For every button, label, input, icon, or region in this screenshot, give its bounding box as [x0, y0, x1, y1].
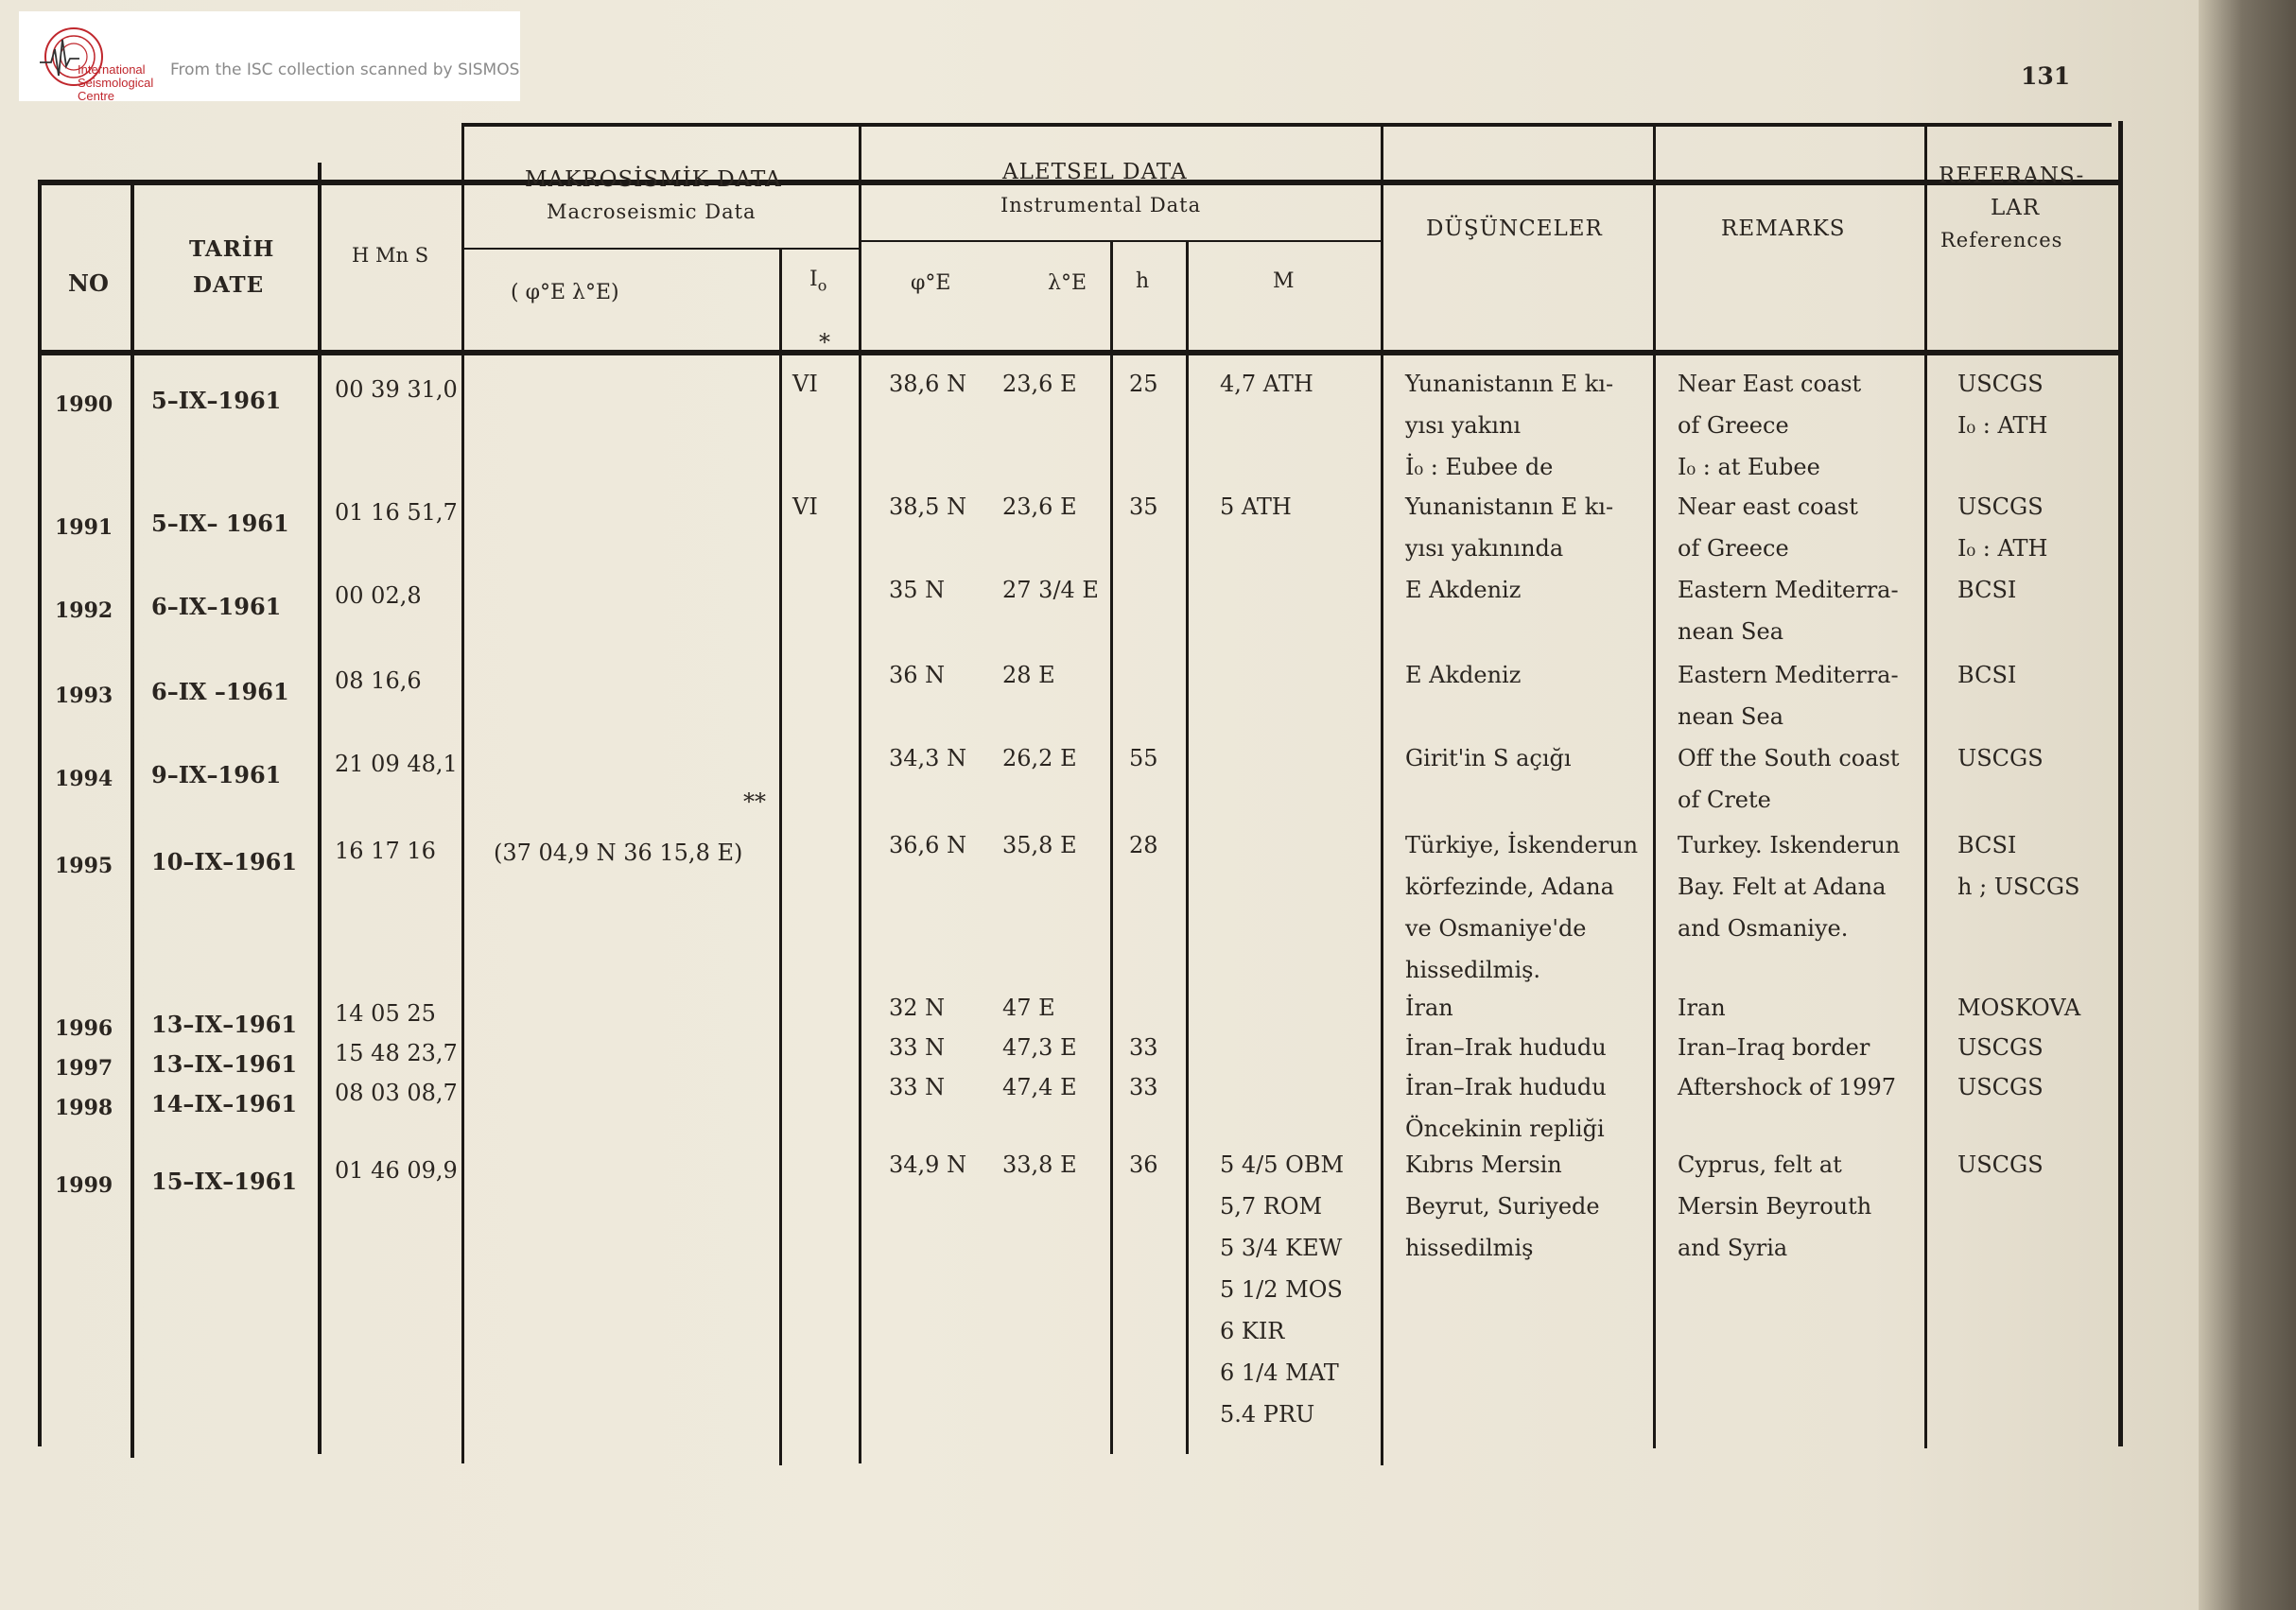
row-no: 1997	[55, 1056, 113, 1081]
row-magnitude: 5,7 ROM	[1220, 1193, 1323, 1220]
row-time: 16 17 16	[335, 838, 436, 864]
row-magnitude: 6 KIR	[1220, 1318, 1285, 1344]
row-date: 6–IX –1961	[151, 678, 289, 705]
row-remark: Near East coast	[1678, 371, 1862, 397]
row-remark: Cyprus, felt at	[1678, 1151, 1842, 1178]
row-magnitude: 5 3/4 KEW	[1220, 1235, 1343, 1261]
header-instr-tr: ALETSEL DATA	[1002, 160, 1188, 184]
row-remark: and Osmaniye.	[1678, 915, 1849, 942]
row-time: 01 46 09,9	[335, 1157, 458, 1184]
row-reference: h ; USCGS	[1957, 874, 2080, 900]
header-macro-coords: ( φ°E λ°E)	[511, 281, 619, 304]
banner-caption: From the ISC collection scanned by SISMOS	[170, 61, 520, 79]
row-dusunce: ve Osmaniye'de	[1405, 915, 1587, 942]
header-macro-en: Macroseismic Data	[547, 200, 757, 223]
row-remark: of Crete	[1678, 787, 1771, 813]
row-magnitude: 5.4 PRU	[1220, 1401, 1315, 1428]
row-date: 10–IX–1961	[151, 848, 298, 875]
row-remark: nean Sea	[1678, 618, 1784, 645]
row-dusunce: yısı yakınında	[1405, 535, 1564, 562]
row-remark: Bay. Felt at Adana	[1678, 874, 1887, 900]
row-reference: USCGS	[1957, 745, 2044, 771]
row-date: 13–IX–1961	[151, 1011, 298, 1038]
row-phi: 34,3 N	[889, 745, 967, 771]
row-remark: Eastern Mediterra-	[1678, 662, 1899, 688]
column-rule-2	[318, 163, 322, 1454]
macro-sub-rule	[461, 248, 859, 250]
row-reference: USCGS	[1957, 1151, 2044, 1178]
row-reference: USCGS	[1957, 1034, 2044, 1061]
row-time: 08 03 08,7	[335, 1080, 458, 1106]
row-date: 5–IX–1961	[151, 387, 282, 414]
header-no: NO	[68, 269, 109, 297]
header-lambda: λ°E	[1048, 271, 1087, 295]
row-reference: BCSI	[1957, 662, 2017, 688]
row-remark: Iran	[1678, 995, 1726, 1021]
column-rule-6	[1110, 240, 1113, 1454]
row-magnitude: 5 4/5 OBM	[1220, 1151, 1345, 1178]
header-ref-1: REFERANS-	[1939, 164, 2085, 188]
row-dusunce: hissedilmiş	[1405, 1235, 1534, 1261]
isc-banner	[19, 11, 520, 101]
row-dusunce: İ₀ : Eubee de	[1405, 454, 1554, 480]
header-remarks: REMARKS	[1721, 216, 1846, 241]
row-dusunce: Girit'in S açığı	[1405, 745, 1572, 771]
row-io-mark: *	[819, 329, 830, 355]
row-phi: 38,6 N	[889, 371, 967, 397]
column-rule-10	[1924, 125, 1927, 1448]
row-io: VI	[792, 493, 818, 520]
row-dusunce: körfezinde, Adana	[1405, 874, 1614, 900]
row-date: 5–IX– 1961	[151, 510, 289, 537]
row-date: 13–IX–1961	[151, 1050, 298, 1078]
row-lambda: 23,6 E	[1002, 371, 1077, 397]
book-spine-shadow	[2199, 0, 2296, 1610]
page-number: 131	[2021, 62, 2071, 90]
column-rule-11	[2118, 121, 2123, 1446]
instr-sub-rule	[859, 240, 1383, 242]
row-dusunce: İran	[1405, 995, 1453, 1021]
column-rule-9	[1653, 125, 1656, 1448]
logo-line-2: Seismological	[78, 76, 154, 90]
row-dusunce: İran–Irak hududu	[1405, 1074, 1607, 1100]
row-remark: Off the South coast	[1678, 745, 1900, 771]
row-dusunce: E Akdeniz	[1405, 577, 1522, 603]
row-remark: Mersin Beyrouth	[1678, 1193, 1872, 1220]
row-phi: 32 N	[889, 995, 946, 1021]
header-date-en: DATE	[193, 272, 265, 298]
header-m: M	[1273, 269, 1295, 293]
header-ref-3: References	[1940, 229, 2063, 251]
header-bottom-rule	[38, 350, 2121, 355]
row-time: 08 16,6	[335, 667, 422, 694]
row-lambda: 47,3 E	[1002, 1034, 1077, 1061]
row-reference: MOSKOVA	[1957, 995, 2081, 1021]
column-rule-0	[38, 180, 42, 1446]
row-time: 00 02,8	[335, 582, 422, 609]
row-dusunce: İran–Irak hududu	[1405, 1034, 1607, 1061]
row-remark: of Greece	[1678, 412, 1789, 439]
header-instr-en: Instrumental Data	[1000, 194, 1202, 216]
row-dusunce: E Akdeniz	[1405, 662, 1522, 688]
row-lambda: 23,6 E	[1002, 493, 1077, 520]
row-phi: 33 N	[889, 1034, 946, 1061]
header-time: H Mn S	[352, 244, 429, 267]
row-time: 00 39 31,0	[335, 376, 458, 403]
row-dusunce: Yunanistanın E kı-	[1405, 371, 1614, 397]
row-remark: Turkey. Iskenderun	[1678, 832, 1901, 858]
row-phi: 38,5 N	[889, 493, 967, 520]
header-phi: φ°E	[911, 271, 951, 295]
row-magnitude: 4,7 ATH	[1220, 371, 1313, 397]
column-rule-5	[859, 127, 861, 1463]
row-time: 15 48 23,7	[335, 1040, 458, 1066]
row-time: 01 16 51,7	[335, 499, 458, 526]
row-reference: BCSI	[1957, 832, 2017, 858]
row-dusunce: yısı yakını	[1405, 412, 1522, 439]
row-lambda: 28 E	[1002, 662, 1055, 688]
row-depth: 28	[1129, 832, 1158, 858]
logo-line-3: Centre	[78, 89, 115, 103]
row-dusunce: Yunanistanın E kı-	[1405, 493, 1614, 520]
row-phi: 34,9 N	[889, 1151, 967, 1178]
row-depth: 33	[1129, 1034, 1158, 1061]
row-date: 9–IX–1961	[151, 761, 282, 788]
row-phi: 36,6 N	[889, 832, 967, 858]
row-remark: Aftershock of 1997	[1678, 1074, 1896, 1100]
row-remark: and Syria	[1678, 1235, 1788, 1261]
row-reference: USCGS	[1957, 1074, 2044, 1100]
row-no: 1991	[55, 515, 113, 540]
row-remark: I₀ : at Eubee	[1678, 454, 1820, 480]
row-phi: 35 N	[889, 577, 946, 603]
row-phi: 33 N	[889, 1074, 946, 1100]
column-rule-4	[779, 248, 782, 1465]
header-ref-2: LAR	[1991, 196, 2041, 220]
row-no: 1990	[55, 392, 113, 417]
row-reference: I₀ : ATH	[1957, 535, 2048, 562]
row-reference: I₀ : ATH	[1957, 412, 2048, 439]
row-depth: 35	[1129, 493, 1158, 520]
row-date: 15–IX–1961	[151, 1168, 298, 1195]
row-no: 1998	[55, 1096, 113, 1120]
row-reference: BCSI	[1957, 577, 2017, 603]
row-magnitude: 5 ATH	[1220, 493, 1292, 520]
row-lambda: 33,8 E	[1002, 1151, 1077, 1178]
row-depth: 55	[1129, 745, 1158, 771]
row-magnitude: 5 1/2 MOS	[1220, 1276, 1343, 1303]
row-date: 6–IX–1961	[151, 593, 282, 620]
row-dusunce: Kıbrıs Mersin	[1405, 1151, 1562, 1178]
row-no: 1996	[55, 1016, 113, 1041]
table-top-rule-right	[461, 123, 2112, 127]
row-lambda: 47,4 E	[1002, 1074, 1077, 1100]
logo-line-1: International	[78, 62, 146, 77]
row-reference: USCGS	[1957, 493, 2044, 520]
row-lambda: 26,2 E	[1002, 745, 1077, 771]
row-dusunce: Türkiye, İskenderun	[1405, 832, 1639, 858]
row-remark: Eastern Mediterra-	[1678, 577, 1899, 603]
row-remark: Near east coast	[1678, 493, 1858, 520]
row-lambda: 47 E	[1002, 995, 1055, 1021]
column-rule-3	[461, 127, 464, 1463]
row-no: 1993	[55, 684, 113, 708]
row-magnitude: 6 1/4 MAT	[1220, 1359, 1339, 1386]
row-dusunce: hissedilmiş.	[1405, 957, 1541, 983]
header-date-tr: TARİH	[189, 236, 275, 262]
header-h: h	[1136, 269, 1150, 293]
column-rule-7	[1186, 240, 1189, 1454]
column-rule-1	[130, 180, 134, 1458]
header-macro-tr: MAKROSİSMİK DATA	[525, 167, 782, 192]
row-phi: 36 N	[889, 662, 946, 688]
row-reference: USCGS	[1957, 371, 2044, 397]
row-remark: nean Sea	[1678, 703, 1784, 730]
isc-logo-text	[78, 63, 153, 103]
row-time: 14 05 25	[335, 1000, 436, 1027]
row-date: 14–IX–1961	[151, 1090, 298, 1117]
row-lambda: 27 3/4 E	[1002, 577, 1099, 603]
header-io: $I_o$	[809, 268, 827, 295]
row-lambda: 35,8 E	[1002, 832, 1077, 858]
header-dusunceler: DÜŞÜNCELER	[1426, 216, 1603, 241]
row-depth: 36	[1129, 1151, 1158, 1178]
row-depth: 33	[1129, 1074, 1158, 1100]
row-remark: of Greece	[1678, 535, 1789, 562]
row-macro-mark: **	[743, 788, 766, 815]
row-no: 1995	[55, 854, 113, 878]
row-no: 1999	[55, 1173, 113, 1198]
row-macro-coords: (37 04,9 N 36 15,8 E)	[494, 840, 743, 866]
row-dusunce: Beyrut, Suriyede	[1405, 1193, 1600, 1220]
column-rule-8	[1381, 125, 1383, 1465]
row-dusunce: Öncekinin repliği	[1405, 1116, 1605, 1142]
row-depth: 25	[1129, 371, 1158, 397]
row-time: 21 09 48,1	[335, 751, 458, 777]
row-remark: Iran–Iraq border	[1678, 1034, 1870, 1061]
row-io: VI	[792, 371, 818, 397]
row-no: 1994	[55, 767, 113, 791]
row-no: 1992	[55, 598, 113, 623]
